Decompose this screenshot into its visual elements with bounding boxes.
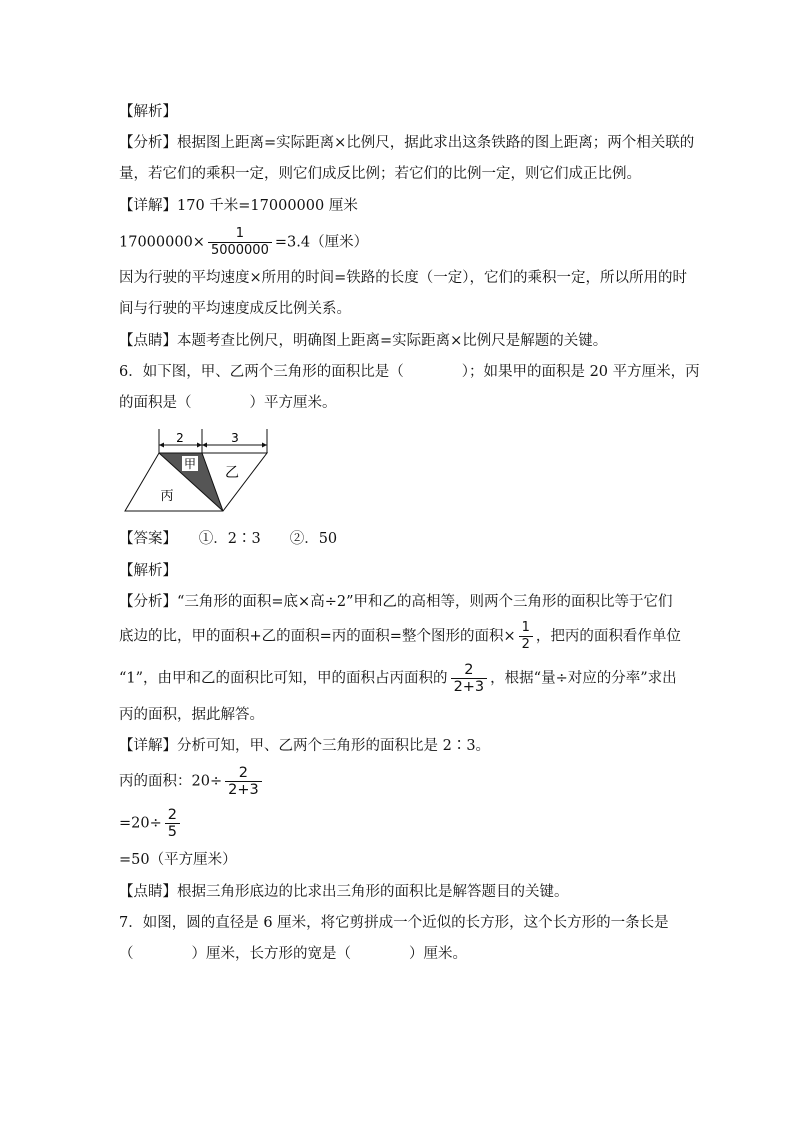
- label-jia: 甲: [183, 457, 197, 471]
- fraction-denominator: 2+3: [228, 782, 259, 798]
- step-2: [119, 807, 183, 840]
- reason-line-b: 间与行驶的平均速度成反比例关系。: [119, 301, 351, 317]
- fraction-numerator: 2: [238, 765, 249, 781]
- fraction-1-over-5000000: [208, 226, 272, 259]
- fraction-2-over-2plus3: [451, 662, 488, 695]
- fenxi-2-line-a: 【分析】“三角形的面积=底×高÷2”甲和乙的高相等，则两个三角形的面积比等于它们: [119, 594, 673, 610]
- fraction-denominator: 2+3: [453, 679, 485, 695]
- fraction-step-1: [225, 765, 262, 798]
- dim-label-right: 3: [231, 431, 239, 445]
- reason-line-a: 因为行驶的平均速度×所用的时间=铁路的长度（一定），它们的乘积一定，所以所用的时: [119, 270, 688, 286]
- fraction-denominator: 5: [167, 824, 177, 840]
- fenxi-2-line-c-right: ，根据“量÷对应的分率”求出: [490, 670, 677, 687]
- xiangjie-1: 【详解】170 千米=17000000 厘米: [119, 198, 358, 214]
- fenxi-2-line-b: [119, 620, 681, 653]
- fraction-one-half: [519, 620, 533, 653]
- step-3: =50（平方厘米）: [119, 852, 237, 868]
- step-1: [119, 765, 265, 798]
- calc-right: =3.4（厘米）: [274, 234, 369, 251]
- fenxi-2-line-b-right: ，把丙的面积看作单位: [535, 628, 681, 645]
- parallelogram-figure: [119, 425, 279, 519]
- fraction-step-2: [165, 807, 180, 840]
- calc-line-1: [119, 226, 368, 259]
- dianjing-2: 【点睛】根据三角形底边的比求出三角形的面积比是解答题目的关键。: [119, 884, 569, 900]
- step-1-left: 丙的面积：20÷: [119, 773, 223, 790]
- arrow-left-b: [197, 443, 202, 448]
- xiangjie-2: 【详解】分析可知，甲、乙两个三角形的面积比是 2∶3。: [119, 738, 491, 754]
- q7-line-a: 7．如图，圆的直径是 6 厘米，将它剪拼成一个近似的长方形，这个长方形的一条长是: [119, 915, 669, 931]
- arrow-left-a: [159, 443, 164, 448]
- fenxi-2-line-c: [119, 662, 677, 695]
- fraction-numerator: 1: [521, 620, 530, 635]
- dianjing-1: 【点睛】本题考查比例尺，明确图上距离=实际距离×比例尺是解题的关键。: [119, 333, 608, 349]
- jiexi-heading-2: 【解析】: [119, 563, 177, 579]
- arrow-right-b: [262, 443, 267, 448]
- fraction-numerator: 2: [167, 807, 177, 823]
- fenxi-2-line-c-left: “1”，由甲和乙的面积比可知，甲的面积占丙面积的: [119, 670, 448, 687]
- jiexi-heading-1: 【解析】: [119, 104, 177, 120]
- label-bing: 丙: [160, 489, 174, 504]
- label-yi: 乙: [225, 465, 239, 481]
- fraction-denominator: 2: [521, 637, 530, 652]
- parallelogram-diagram: [119, 425, 279, 515]
- fraction-numerator: 1: [235, 226, 245, 241]
- fenxi-1-line-b: 量，若它们的乘积一定，则它们成反比例；若它们的比例一定，则它们成正比例。: [119, 166, 641, 182]
- q6-answer: 【答案】 ①．2∶3 ②．50: [119, 531, 338, 547]
- q6-line-b: 的面积是（ ）平方厘米。: [119, 395, 337, 411]
- arrow-right-a: [202, 443, 207, 448]
- q6-line-a: 6．如下图，甲、乙两个三角形的面积比是（ ）；如果甲的面积是 20 平方厘米，丙: [119, 364, 700, 380]
- dim-label-left: 2: [176, 431, 184, 445]
- fenxi-2-line-b-left: 底边的比，甲的面积+乙的面积=丙的面积=整个图形的面积×: [119, 628, 516, 645]
- fraction-denominator: 5000000: [210, 243, 269, 258]
- fenxi-2-line-d: 丙的面积，据此解答。: [119, 707, 264, 723]
- fraction-numerator: 2: [464, 662, 474, 678]
- calc-left: 17000000×: [119, 234, 205, 251]
- q7-line-b: （ ）厘米，长方形的宽是（ ）厘米。: [119, 946, 467, 962]
- fenxi-1-line-a: 【分析】根据图上距离=实际距离×比例尺，据此求出这条铁路的图上距离；两个相关联的: [119, 135, 695, 151]
- step-2-left: =20÷: [119, 815, 162, 832]
